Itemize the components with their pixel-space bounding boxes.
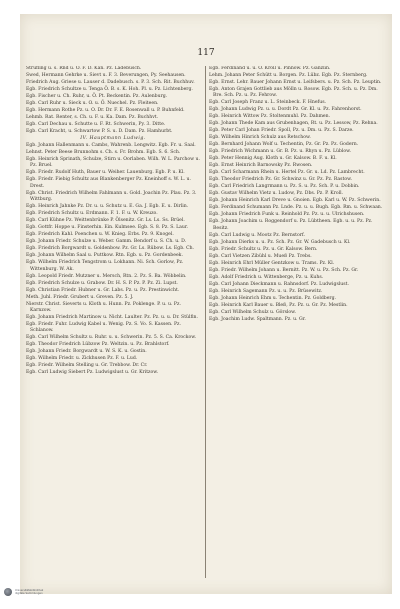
book-page [20,14,392,594]
register-entry: Egb. Heinrich Karl Bauer u. Bleß, Pz. Pz. u. Gr. Pz. Mestlin. [209,302,348,308]
register-entry: Egb. Friedr. Wilhelm Johann u. Bernitt. Pz. W. u. Pz. Sch. Pz. Gr. [209,267,359,273]
register-entry: Egb. Friedrich Kahl. Poenchen u. W. Knieg. Erbs. Pz. 9. Knogel. [26,232,174,238]
register-entry: Egb. Carl Scharmann Rhein u. Hertel Pz. Gr. u. Ld. Pz. Lambrecht. [209,170,365,176]
register-entry: Egb. Friedr. Wilhelm Stelling u. Gr. Trebbow. Dr. Cr. [26,363,148,369]
register-entry: Egb. Johann Friedr. Borgwardt u. W. S. K. u. Gostin. [26,349,147,355]
register-entry: Egb. Friedrich Borgwardt u. Goldenbow. Pz. Gr. Ls. Rübow. Ls. Egb. Ch. [26,246,195,252]
register-entry: Egb. Johann Heinrich Karl Dreve u. Gnoien. Egb. Karl u. W. Pz. Schwerin. [209,198,381,204]
register-entry: Egb. Ernst. Lehr. Bauer Johann Ernst u. Leifsbers. u. Pz. Sch. Pz. Leuptin. [209,80,382,85]
register-entry: Egb. Carl Kracht, u. Schwartow P. S. u. D. Dam. Pz. Hamhurbt. [26,129,173,134]
register-entry: Egb. Friedr. Schultz u. Pz. u. Gr. Kalsow. Bern. [209,246,318,252]
register-entry: Egb. Carl Friedrich Langrmann u. Pz. S. u. Pz. Sch. P. u. Dobbin. [209,184,360,190]
register-entry: Egb. Anton Grajen Gottlieb aus Mölln u. Rosow. Egb. Pz. Sch. u. Pz. Dm. Bre. Sch. Pz. u. Pz. Fehrow. [209,87,378,99]
register-entry: Egb. Wilhelm Friedrich Tengstrom u. Lokhann. Ni. Sch. Gorlow, Pz. Wittenburg. W. Ak. [26,260,184,272]
left-column [26,66,200,584]
register-entry: Egb. Johann Friedrich Funk u. Reinhold Pz. Pz. u. u. Ulrichshusen. [209,212,365,218]
register-entry: Egb. Carl Kühne Pz. Weittenbrünke P. Ölsenitz. Gr. Ls. Ls. Ss. Brüel. [26,218,185,224]
register-entry: Egb. Ernst Heinrich Barnowsky Pz. Rwosen. [209,163,313,169]
register-entry: Egb. Friedrich Wichmann u. Gr. B. Pz. u. Rhyn u. Pz. Lüblow. [209,149,351,155]
register-entry: Meth. Juhl. Friedr. Grubert u. Greven. Pz. 5. J. [26,294,134,300]
register-entry: Egb. Heinrich Ehrl Müller Gentzkow u. Trams. Pz. Kl. [209,260,335,266]
register-entry: Egb. Johann Joachim u. Roggendorf u. Pz. Lübtheen. Egb. u. u. Pz. Pz. Besitz. [209,219,373,231]
register-entry: Egb. Johann Heinrich Ehm u. Techentin. Pz. Goldberg. [209,295,337,301]
register-entry: Egb. Heinrich Sprinath, Schulze, Stirn u. Oorlaben. Wilh. W. L. Parchow u. Pz. Bruel. [26,157,200,169]
register-entry: Egb. Theodor Friedrich Lübzow Pz. Weltzin. u. Pz. Brahlstorf. [26,342,170,348]
register-entry: Egb. Gustav Wilhelm Vietz u. Ludow, Pz. Dbs. Pz. P. Kroll. [209,191,344,197]
register-entry: Egb. Friedr. Fuhr. Ludwig Kabel u. Wenig. Pz. S. Vo. S. Kassen. Pz. Schlanow. [26,322,181,334]
register-entry: Egb. Friedrich Schulze u. Grabow. Dr. H. S. P. Pz. P. Pz. Zi. Lupst. [26,280,178,286]
register-entry: Lehnst. Peter Beese Brunnohm s. Ch. s. Fr. Brohm. Egb. S. 6. Sch. [26,150,181,155]
register-entry: Strüfling u. s. Rnd u. Ö. F. D. Kan. Pz. Ladebusch. [26,66,142,71]
register-entry: Egb. Theodor Friedrich Pz. Gr. Schwinz u. Gr. Pz. Pz. Rastow. [209,177,352,183]
register-entry: Egb. Friedrich Schultz u. Erdmann. F. 1. F. u. W. Kreuzo. [26,211,158,217]
register-entry: Egb. Carl Wilhelm Schultz u. Ruhr. u. u. Schwerin. Pz. 5. S. Ca. Krockow. [26,335,197,341]
register-entry: Egb. Carl Dechau u. Schutte u. F. Rt. Schwerin, Py. 3. Ditte. [26,122,166,127]
register-entry: Egb. Johann Thede Kam aus Grubenhagen, Rt. u. Pz. Lessow, Pz. Rehna. [209,121,378,127]
register-entry: Egb. Friedr. Rudolf Huth, Bauer u. Weiher. Lauenburg. Egb. P. u. Kl. [26,170,185,176]
register-entry: Egb. Johann Ludwig Pz. u. u. Dordt Pz. Gr. Kl. u. Pz. Fahrenhorst. [209,107,362,113]
register-entry: Egb. Johann Friedrich Martinow u. Nicht. Laulter. Pz. Pz. u. u. Dr. Stülfin. [26,315,198,321]
register-entry: Egb. Wilhelm Hinrich Schulz aus Retschow. [209,135,311,141]
register-entry: IV. Hauptmann Ludwig. [80,136,146,141]
register-entry: Egb. Adolf Friedrich u. Wittenberge, Pz. u. Kuhs. [209,274,324,280]
library-logo-icon [4,588,12,596]
register-entry: Egb. Wilhelm Friedr. u. Zickhusen Pz. F. u. Lud. [26,356,138,362]
library-badge-text: Universitätsbibliothek digitale Sammlungen [15,588,44,595]
register-entry: Egb. Fischer u. Ch. Ruhr, u. Ö. Pt. Beckentin. Pz. Aulenburg. [26,94,168,99]
register-entry: Egb. Carl Johann Dieckmann u. Rahnsdorf. Pz. Ludwigslust. [209,281,349,287]
register-entry: Egb. Peter Hennig Aug. Kloth u. Gr. Kalsow. B. F. u. Kl. [209,156,337,162]
register-entry: Egb. Johann Dierks u. u. Pz. Sch. Pz. Gr. W. Gadebusch u. Kl. [209,239,351,245]
register-entry: Egb. Carl Ludwig u. Mootz Pz. Bernstorf. [209,232,305,238]
column-divider [205,66,206,578]
register-entry: Egb. Ferdinand u. u. Ö. Kroll u. Pinnow. Pz. Ganzlin. [209,66,331,71]
register-entry: Egb. Heinrich Sagemann Pz. u. u. Pz. Brüsewitz. [209,288,323,294]
register-entry: Egb. Johann Hallenmann u. Cambs, Wahrenb. Lengwitz. Egb. Fr. u. Saal. [26,143,196,148]
register-entry: Egb. Carl Vietzen Zibühl u. Mueß Pz. Trebs. [209,253,312,259]
register-entry: Egb. Johann Wilhelm Saal u. Puttkow. Rtn. Egb. u. Pz. Gordenbeek. [26,253,183,259]
register-entry: Egb. Christ. Friedrich Wilhelm Fahlmann u. Gold. Joachin Pz. Plau. Pz. 3. Wittburg. [26,190,197,203]
register-entry: Egb. Joachim Ludw. Spaltmann. Pz. u. Gr. [209,316,306,322]
register-entry: Egb. Bernhard Johann Wolf u. Techentin, Pz. Gr. Pz. Pz. Godern. [209,142,359,148]
register-entry: Lehm. Johann Peter Schütt u. Borgen. Pz. Lübz. Egb. Pz. Sternberg. [209,73,368,78]
register-entry: Egb. Hermann Rothe Pz. u. O. Dr. Dr. F. E. Rosenwall u. P. Buhnfeld. [26,108,185,113]
register-entry: Egb. Leopold Friedr. Mutzner u. Mersch, Rtn. 2. Pz. S. Ba. Wöbbelin. [26,273,187,279]
register-entry: Egb. Carl Wilhelm Schulz u. Görslow. [209,309,297,315]
register-entry: Egb. Gottfr. Hoppe u. Finsterhin. Ein. Kulmsee. Egb. S. 8. Pz. S. Laur. [26,225,189,231]
register-entry: Lehmb. Rat. Renter, s. Ch. u. F. u. Ka. Dam. Pz. Buchhvt. [26,115,159,120]
register-entry: Egb. Carl Ruhr u. Sieck u. O. u. Ö. Nuechel. Pz. Fleiteen. [26,101,159,106]
register-entry: Egb. Heinrich Wittow Pz. Stoltenmuhl. Pz. Dahmen. [209,114,331,120]
register-entry: Egb. Friedr. Fiebig Schultz aus Blankenberger Pz. Kneinhoff s. W. L. u. Drest. [26,177,191,189]
register-entry: Egb. Peter Carl Johan Friedr. Spoll, Pz. u. Dm. u. Pz. S. Darze. [209,128,354,134]
library-badge [4,586,64,598]
page-number: 117 [197,48,215,58]
register-entry: Egb. Johann Friedr. Schulze u. Weber. Gamm. Bendorf u. S. Ch. u. D. [26,239,187,245]
register-entry: Friedrich Aug. Griese u. Lauser d. Dadebusch. s. P. 3. Sch. Rit. Buchhuv. [26,80,195,85]
register-entry: Egb. Heinrich Jahnke Pz. Dr. u. u. Schutz u. E. Ga. J. Egb. E. u. Dirlin. [26,204,189,210]
register-entry: Egb. Carl Joseph Franz u. L. Steinbeck. F. Hnefus. [209,100,327,106]
register-entry: Egb. Ferdinand Schumann Pz. Lnde. Pz. u. u. Bugh. Egb. Rm. u. Schwaan. [209,205,383,211]
register-entry: Swed, Hermann Gehrke u. Sievt u. F. 3. Beverungen, Py. Seehausen. [26,73,186,78]
register-entry: Egb. Carl Ludwig Siebert Pz. Ludwigslust u. Gr. Kritzow. [26,370,159,376]
register-entry: Nierstr. Christ. Sieverts u. Kloth u. Hunn. Pz. Poklenge. P. u. u. Pz. Karnzow. [26,301,181,314]
register-entry: Egb. Christian Friedr. Hubner u. Gr. Labs. Pz. u. Pz. Prestinwicht. [26,287,180,293]
register-entry: Egb. Friedrich Schultze u. Tenga Ö. B. s. K. Hoh. Pl. u. Pz. Lichtenberg. [26,87,193,92]
right-column [209,66,383,584]
